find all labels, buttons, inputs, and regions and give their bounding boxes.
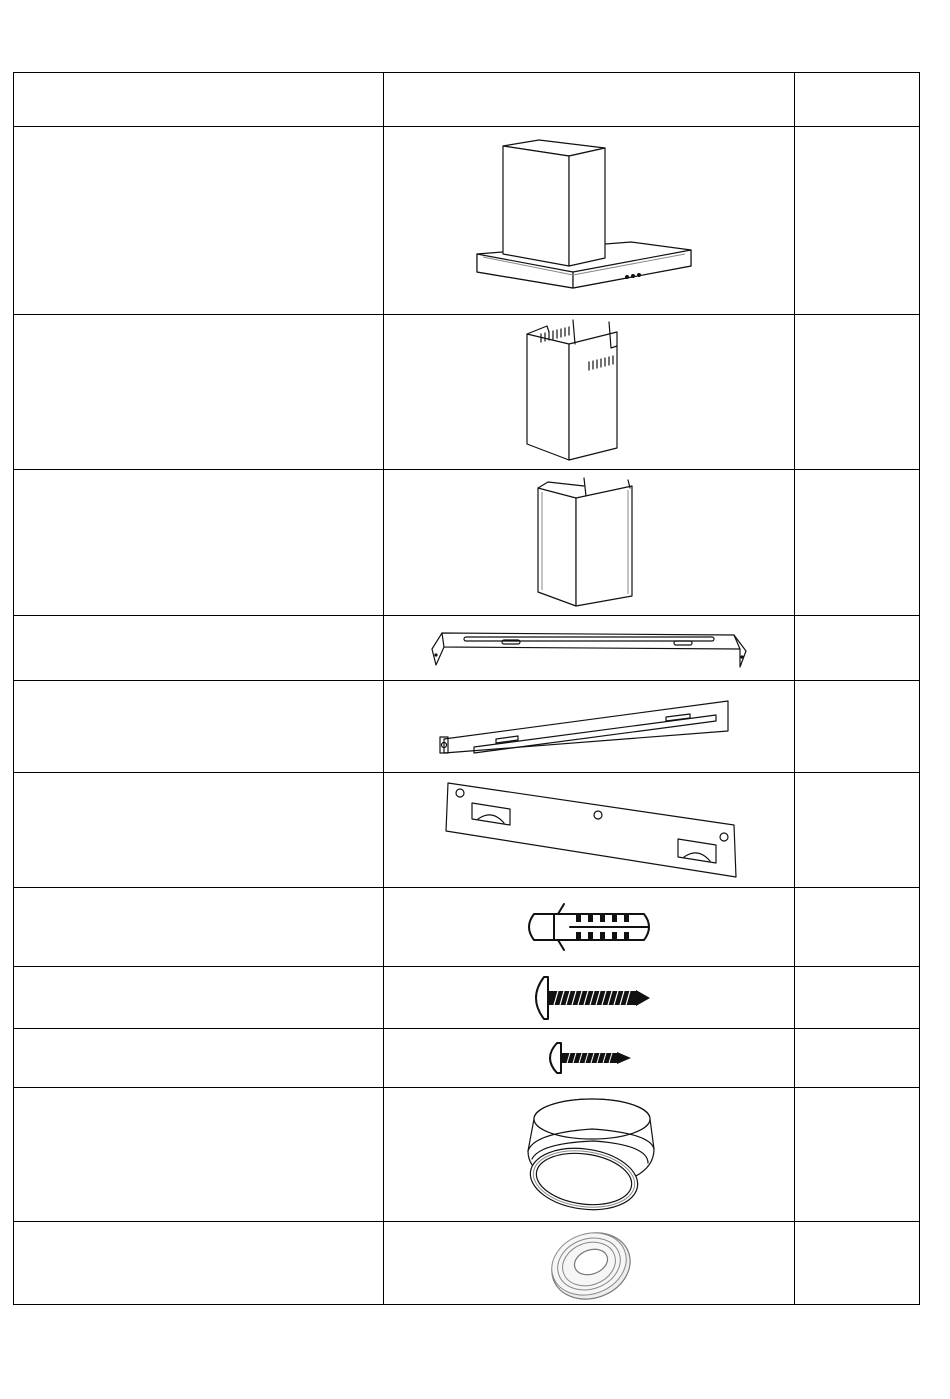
wall-mounting-plate-icon	[434, 779, 744, 881]
table-row	[14, 1222, 920, 1305]
part-name-cell	[14, 681, 384, 773]
part-picture-cell	[384, 773, 795, 888]
parts-table	[13, 72, 920, 1305]
duct-adapter-ring-icon	[514, 1093, 664, 1217]
wall-anchor-icon	[514, 900, 664, 954]
part-quantity-cell	[795, 470, 920, 616]
header-name-cell	[14, 73, 384, 127]
table-row	[14, 470, 920, 616]
part-quantity-cell	[795, 967, 920, 1029]
header-picture-cell	[384, 73, 795, 127]
header-quantity-cell	[795, 73, 920, 127]
part-quantity-cell	[795, 1222, 920, 1305]
table-row	[14, 616, 920, 681]
chimney-bracket-icon	[424, 625, 754, 671]
part-name-cell	[14, 967, 384, 1029]
part-picture-cell	[384, 616, 795, 681]
part-quantity-cell	[795, 1088, 920, 1222]
table-row	[14, 773, 920, 888]
parts-list-sheet	[13, 72, 916, 1304]
part-name-cell	[14, 1029, 384, 1088]
table-row	[14, 681, 920, 773]
part-name-cell	[14, 616, 384, 681]
part-picture-cell	[384, 1088, 795, 1222]
part-name-cell	[14, 888, 384, 967]
part-name-cell	[14, 127, 384, 315]
table-row	[14, 1088, 920, 1222]
table-row	[14, 967, 920, 1029]
part-picture-cell	[384, 967, 795, 1029]
part-name-cell	[14, 773, 384, 888]
small-screw-icon	[539, 1037, 639, 1079]
lower-chimney-cover-icon	[524, 476, 654, 610]
part-picture-cell	[384, 470, 795, 616]
table-row	[14, 315, 920, 470]
part-quantity-cell	[795, 1029, 920, 1088]
upper-chimney-cover-icon	[519, 318, 659, 466]
part-picture-cell	[384, 681, 795, 773]
part-name-cell	[14, 1222, 384, 1305]
table-row	[14, 1029, 920, 1088]
part-name-cell	[14, 315, 384, 470]
large-screw-icon	[524, 973, 654, 1023]
slotted-support-bracket-icon	[434, 695, 744, 759]
part-picture-cell	[384, 127, 795, 315]
foil-tape-roll-icon	[539, 1224, 639, 1302]
part-quantity-cell	[795, 773, 920, 888]
part-name-cell	[14, 1088, 384, 1222]
table-row	[14, 888, 920, 967]
part-name-cell	[14, 470, 384, 616]
part-quantity-cell	[795, 616, 920, 681]
part-picture-cell	[384, 888, 795, 967]
part-picture-cell	[384, 1029, 795, 1088]
part-picture-cell	[384, 315, 795, 470]
part-picture-cell	[384, 1222, 795, 1305]
part-quantity-cell	[795, 315, 920, 470]
part-quantity-cell	[795, 888, 920, 967]
table-header-row	[14, 73, 920, 127]
table-row	[14, 127, 920, 315]
chimney-range-hood-icon	[469, 136, 709, 306]
part-quantity-cell	[795, 681, 920, 773]
part-quantity-cell	[795, 127, 920, 315]
